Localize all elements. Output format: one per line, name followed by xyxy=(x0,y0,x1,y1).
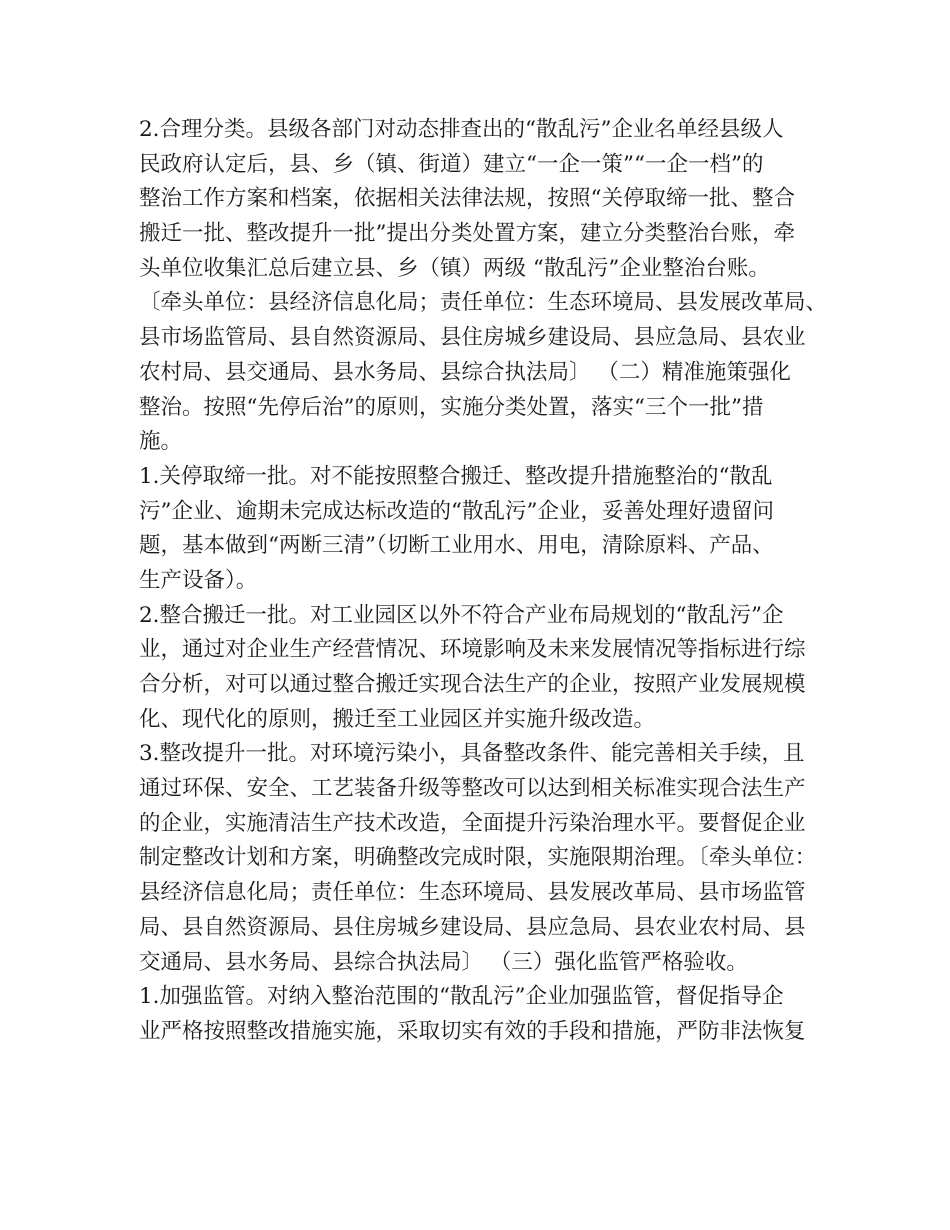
text-line: 污”企业、逾期未完成达标改造的“散乱污”企业，妥善处理好遗留问 xyxy=(139,498,774,524)
text-line: 业严格按照整改措施实施，采取切实有效的手段和措施，严防非法恢复 xyxy=(139,1018,806,1044)
text-line: 3.整改提升一批。对环境污染小，具备整改条件、能完善相关手续，且 xyxy=(139,741,805,767)
text-line: 〔牵头单位：县经济信息化局；责任单位：生态环境局、县发展改革局、 xyxy=(139,290,828,316)
text-line: 制定整改计划和方案，明确整改完成时限，实施限期治理。〔牵头单位： xyxy=(139,845,817,871)
text-line: 局、县自然资源局、县住房城乡建设局、县应急局、县农业农村局、县 xyxy=(139,914,806,940)
text-line: 1.加强监管。对纳入整治范围的“散乱污”企业加强监管，督促指导企 xyxy=(139,984,784,1010)
text-line: 化、现代化的原则，搬迁至工业园区并实施升级改造。 xyxy=(139,706,656,732)
text-line: 整治工作方案和档案，依据相关法律法规，按照“关停取缔一批、整合 xyxy=(139,186,795,212)
document-body-text xyxy=(139,113,829,1050)
text-line: 农村局、县交通局、县水务局、县综合执法局〕 （二）精准施策强化 xyxy=(139,359,791,385)
text-line: 2.合理分类。县级各部门对动态排查出的“散乱污”企业名单经县级人 xyxy=(139,117,784,142)
text-line: 搬迁一批、整改提升一批”提出分类处置方案，建立分类整治台账，牵 xyxy=(139,221,795,247)
text-line: 合分析，对可以通过整合搬迁实现合法生产的企业，按照产业发展规模 xyxy=(139,672,806,697)
text-line: 业，通过对企业生产经营情况、环境影响及未来发展情况等指标进行综 xyxy=(139,637,806,663)
text-line: 施。 xyxy=(139,429,183,455)
text-line: 县经济信息化局；责任单位：生态环境局、县发展改革局、县市场监管 xyxy=(139,880,806,906)
text-line: 题，基本做到“两断三清”（切断工业用水、用电，清除原料、产品、 xyxy=(139,533,774,559)
text-line: 1.关停取缔一批。对不能按照整合搬迁、整改提升措施整治的“散乱 xyxy=(139,463,773,489)
text-line: 生产设备）。 xyxy=(139,567,258,593)
text-line: 2.整合搬迁一批。对工业园区以外不符合产业布局规划的“散乱污”企 xyxy=(139,602,784,628)
text-line: 县市场监管局、县自然资源局、县住房城乡建设局、县应急局、县农业 xyxy=(139,325,806,351)
text-line: 整治。按照“先停后治”的原则，实施分类处置，落实“三个一批”措 xyxy=(139,394,764,420)
text-line: 通过环保、安全、工艺装备升级等整改可以达到相关标准实现合法生产 xyxy=(139,776,806,802)
text-line: 交通局、县水务局、县综合执法局〕 （三）强化监管严格验收。 xyxy=(139,949,748,975)
text-line: 头单位收集汇总后建立县、乡（镇）两级 “散乱污”企业整治台账。 xyxy=(139,255,770,281)
text-line: 民政府认定后，县、乡（镇、街道）建立“一企一策”“一企一档”的 xyxy=(139,151,764,177)
text-line: 的企业，实施清洁生产技术改造，全面提升污染治理水平。要督促企业 xyxy=(139,810,806,836)
